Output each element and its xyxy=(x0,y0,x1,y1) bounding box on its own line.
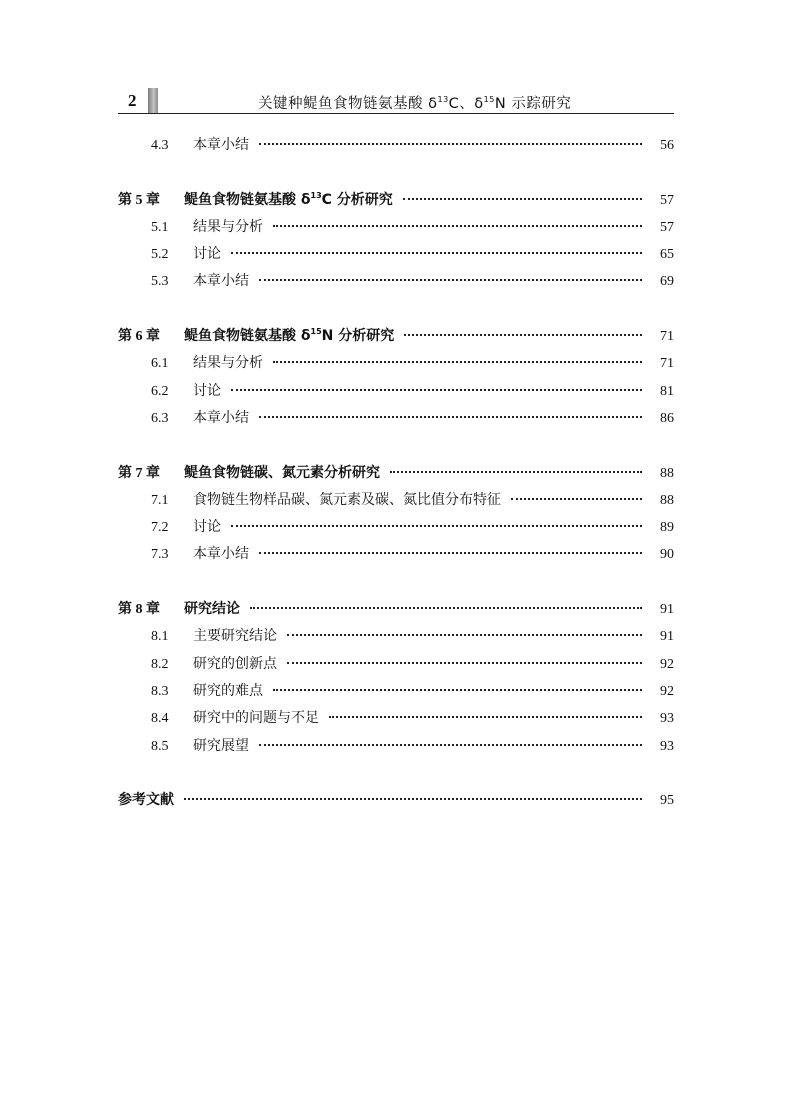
toc-entry-number: 8.2 xyxy=(151,656,169,672)
toc-chapter-entry[interactable] xyxy=(118,462,674,489)
toc-entry-number: 第 7 章 xyxy=(118,465,160,481)
toc-entry-title xyxy=(193,653,277,673)
header-tab-mark xyxy=(148,88,158,113)
toc-entry-number: 7.3 xyxy=(151,547,169,563)
toc-entry-title xyxy=(193,516,221,536)
toc-entry-number: 8.3 xyxy=(151,683,169,699)
toc-entry-page-number: 65 xyxy=(660,247,674,263)
toc-entry-title-text: 研究中的问题与不足 xyxy=(193,710,319,727)
page-header xyxy=(118,88,674,116)
toc-entry-number: 7.1 xyxy=(151,492,169,508)
running-title-mid: C、δ xyxy=(448,96,484,112)
toc-section-entry[interactable] xyxy=(118,216,674,243)
dot-leader xyxy=(273,679,642,691)
toc-entry-number: 4.3 xyxy=(151,138,169,153)
toc-entry-number: 8.1 xyxy=(151,629,169,645)
dot-leader xyxy=(250,597,642,609)
toc-entry-page-number: 95 xyxy=(660,793,674,809)
toc-entry-page-number: 57 xyxy=(660,219,674,235)
toc-entry-number: 第 5 章 xyxy=(118,192,160,208)
toc-entry-title-text: 参考文献 xyxy=(118,792,174,809)
toc-entry-page-number: 81 xyxy=(660,383,674,399)
dot-leader xyxy=(231,379,642,391)
toc-entry-page-number: 71 xyxy=(660,329,674,345)
header-rule xyxy=(118,113,674,114)
toc-section-entry[interactable] xyxy=(118,489,674,516)
toc-entry-title-text: 主要研究结论 xyxy=(193,628,277,645)
toc-spacer xyxy=(118,298,674,325)
toc-section-entry[interactable] xyxy=(118,380,674,407)
toc-entry-title xyxy=(193,352,263,372)
toc-spacer xyxy=(118,161,674,188)
toc-section-entry[interactable] xyxy=(118,243,674,270)
toc-entry-number: 第 8 章 xyxy=(118,602,160,618)
toc-entry-title-text: 本章小结 xyxy=(193,273,249,290)
toc-entry-number: 5.2 xyxy=(151,247,169,263)
dot-leader xyxy=(287,652,642,664)
dot-leader xyxy=(511,488,642,500)
dot-leader xyxy=(390,461,642,473)
running-title-pre: 关键种鳀鱼食物链氨基酸 δ xyxy=(258,96,438,112)
toc-entry-title-text: 食物链生物样品碳、氮元素及碳、氮比值分布特征 xyxy=(193,491,501,508)
dot-leader xyxy=(404,324,642,336)
toc-entry-page-number: 88 xyxy=(660,492,674,508)
toc-chapter-entry[interactable] xyxy=(118,325,674,352)
table-of-contents xyxy=(118,134,674,816)
toc-entry-page-number: 57 xyxy=(660,192,674,208)
toc-entry-title-text: 讨论 xyxy=(193,519,221,536)
running-title-sup2: 15 xyxy=(483,95,495,104)
toc-entry-number: 6.1 xyxy=(151,356,169,372)
dot-leader xyxy=(287,624,642,636)
toc-entry-title-text: 讨论 xyxy=(193,246,221,263)
toc-section-entry[interactable] xyxy=(118,134,674,161)
running-title xyxy=(258,92,571,113)
toc-entry-title-text: 研究结论 xyxy=(184,601,240,618)
toc-entry-title-text: 本章小结 xyxy=(193,546,249,563)
toc-entry-title xyxy=(193,707,319,727)
toc-entry-title-superscript: 13 xyxy=(310,190,322,200)
toc-entry-title-text: 鳀鱼食物链氨基酸 δ xyxy=(184,328,311,345)
dot-leader xyxy=(403,188,642,200)
toc-entry-number: 6.3 xyxy=(151,410,169,426)
toc-entry-title xyxy=(193,134,249,154)
toc-entry-number: 6.2 xyxy=(151,383,169,399)
toc-section-entry[interactable] xyxy=(118,653,674,680)
toc-entry-title-text: 研究的创新点 xyxy=(193,655,277,672)
running-title-post: N 示踪研究 xyxy=(494,96,572,112)
toc-entry-title xyxy=(193,625,277,645)
dot-leader xyxy=(231,242,642,254)
toc-section-entry[interactable] xyxy=(118,352,674,379)
toc-entry-number: 5.3 xyxy=(151,274,169,290)
toc-entry-number: 8.4 xyxy=(151,711,169,727)
toc-chapter-entry[interactable] xyxy=(118,189,674,216)
toc-entry-title xyxy=(184,325,394,345)
toc-entry-title-suffix: N 分析研究 xyxy=(321,328,395,345)
toc-entry-title xyxy=(118,789,174,809)
toc-spacer xyxy=(118,762,674,789)
toc-entry-page-number: 92 xyxy=(660,656,674,672)
toc-entry-title xyxy=(193,543,249,563)
toc-section-entry[interactable] xyxy=(118,270,674,297)
toc-entry-page-number: 91 xyxy=(660,629,674,645)
toc-entry-page-number: 89 xyxy=(660,520,674,536)
toc-section-entry[interactable] xyxy=(118,680,674,707)
toc-entry-page-number: 93 xyxy=(660,738,674,754)
toc-section-entry[interactable] xyxy=(118,516,674,543)
dot-leader xyxy=(273,215,642,227)
toc-entry-title xyxy=(193,680,263,700)
toc-entry-page-number: 56 xyxy=(660,138,674,153)
toc-section-entry[interactable] xyxy=(118,735,674,762)
toc-section-entry[interactable] xyxy=(118,625,674,652)
toc-entry-title-text: 鳀鱼食物链碳、氮元素分析研究 xyxy=(184,464,380,481)
toc-entry-number: 8.5 xyxy=(151,738,169,754)
toc-entry-title xyxy=(193,380,221,400)
running-title-sup1: 13 xyxy=(437,95,449,104)
toc-entry-page-number: 69 xyxy=(660,274,674,290)
toc-entry-title-text: 研究的难点 xyxy=(193,682,263,699)
dot-leader xyxy=(259,133,642,145)
toc-entry-title xyxy=(193,243,221,263)
toc-entry-title-suffix: C 分析研究 xyxy=(321,191,393,208)
toc-entry-title xyxy=(193,489,501,509)
toc-spacer xyxy=(118,571,674,598)
dot-leader xyxy=(231,515,642,527)
toc-section-entry[interactable] xyxy=(118,543,674,570)
toc-section-entry[interactable] xyxy=(118,707,674,734)
toc-chapter-entry[interactable] xyxy=(118,598,674,625)
toc-entry-title-text: 本章小结 xyxy=(193,409,249,426)
toc-entry-title xyxy=(193,216,263,236)
page-number: 2 xyxy=(128,91,137,110)
toc-entry-title xyxy=(193,735,249,755)
toc-entry-page-number: 88 xyxy=(660,465,674,481)
toc-entry-title-text: 鳀鱼食物链氨基酸 δ xyxy=(184,191,311,208)
toc-entry-page-number: 92 xyxy=(660,683,674,699)
dot-leader xyxy=(273,351,642,363)
toc-entry-title xyxy=(184,189,393,209)
toc-entry-page-number: 71 xyxy=(660,356,674,372)
toc-entry-title-text: 本章小结 xyxy=(193,137,249,153)
toc-entry-title xyxy=(193,270,249,290)
dot-leader xyxy=(329,706,642,718)
toc-entry-title xyxy=(193,407,249,427)
dot-leader xyxy=(259,406,642,418)
toc-entry-title xyxy=(184,462,380,482)
toc-entry-title-text: 结果与分析 xyxy=(193,355,263,372)
toc-entry-number: 第 6 章 xyxy=(118,329,160,345)
toc-entry-page-number: 86 xyxy=(660,410,674,426)
dot-leader xyxy=(184,788,642,800)
toc-section-entry[interactable] xyxy=(118,407,674,434)
toc-entry-page-number: 90 xyxy=(660,547,674,563)
toc-entry-title xyxy=(184,598,240,618)
toc-entry-title-superscript: 15 xyxy=(310,327,322,337)
dot-leader xyxy=(259,542,642,554)
toc-entry-title-text: 讨论 xyxy=(193,382,221,399)
dot-leader xyxy=(259,734,642,746)
toc-entry-number: 7.2 xyxy=(151,520,169,536)
toc-entry-title-text: 结果与分析 xyxy=(193,218,263,235)
toc-entry-title-text: 研究展望 xyxy=(193,737,249,754)
toc-spacer xyxy=(118,434,674,461)
toc-entry-number: 5.1 xyxy=(151,219,169,235)
toc-chapter-entry[interactable] xyxy=(118,789,674,816)
dot-leader xyxy=(259,269,642,281)
toc-entry-page-number: 91 xyxy=(660,602,674,618)
toc-entry-page-number: 93 xyxy=(660,711,674,727)
